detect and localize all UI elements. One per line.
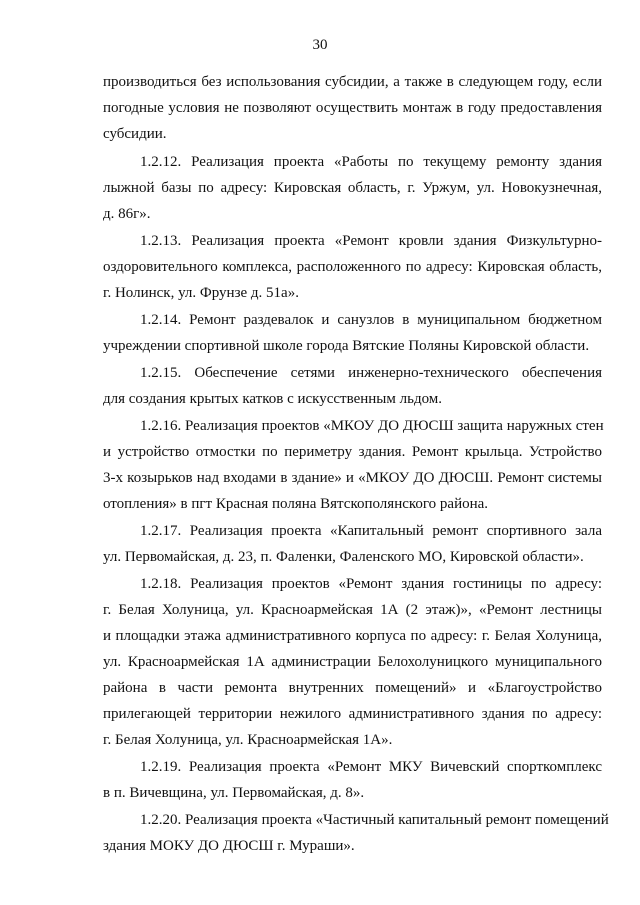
text-line: г. Белая Холуница, ул. Красноармейская 1А». [103, 732, 393, 748]
paragraph-1-2-13-first-line: 1.2.13. Реализация проекта «Ремонт кровли здания Физкультурно- [140, 233, 602, 249]
text-line: для создания крытых катков с искусственным льдом. [103, 391, 443, 407]
text-line: здания МОКУ ДО ДЮСШ г. Мураши». [103, 838, 355, 854]
text-line: района в части ремонта внутренних помещений» и «Благоустройство [103, 680, 602, 696]
text-line: д. 86г». [103, 206, 151, 222]
paragraph-1-2-20-first-line: 1.2.20. Реализация проекта «Частичный капитальный ремонт помещений [140, 812, 609, 828]
paragraph-1-2-14-first-line: 1.2.14. Ремонт раздевалок и санузлов в муниципальном бюджетном [140, 312, 602, 328]
text-line: отопления» в пгт Красная поляна Вятскополянского района. [103, 496, 489, 512]
paragraph-1-2-15-first-line: 1.2.15. Обеспечение сетями инженерно-технического обеспечения [140, 365, 602, 381]
text-line: оздоровительного комплекса, расположенного по адресу: Кировская область, [103, 259, 602, 275]
paragraph-1-2-12-first-line: 1.2.12. Реализация проекта «Работы по текущему ремонту здания [140, 154, 602, 170]
text-line: и площадки этажа административного корпуса по адресу: г. Белая Холуница, [103, 628, 602, 644]
text-line: в п. Вичевщина, ул. Первомайская, д. 8». [103, 785, 365, 801]
text-line: прилегающей территории нежилого административного здания по адресу: [103, 706, 602, 722]
text-line: лыжной базы по адресу: Кировская область, г. Уржум, ул. Новокузнечная, [103, 180, 602, 196]
paragraph-1-2-17-first-line: 1.2.17. Реализация проекта «Капитальный ремонт спортивного зала [140, 523, 602, 539]
text-line: г. Белая Холуница, ул. Красноармейская 1А (2 этаж)», «Ремонт лестницы [103, 602, 602, 618]
paragraph-1-2-16-first-line: 1.2.16. Реализация проектов «МКОУ ДО ДЮСШ защита наружных стен [140, 418, 604, 434]
text-line: субсидии. [103, 126, 167, 142]
text-line: г. Нолинск, ул. Фрунзе д. 51а». [103, 285, 299, 301]
page-number: 30 [312, 37, 328, 53]
text-line: ул. Красноармейская 1А администрации Белохолуницкого муниципального [103, 654, 602, 670]
text-line: 3-х козырьков над входами в здание» и «МКОУ ДО ДЮСШ. Ремонт системы [103, 470, 602, 486]
text-line: погодные условия не позволяют осуществить монтаж в году предоставления [103, 100, 602, 116]
text-line: производиться без использования субсидии, а также в следующем году, если [103, 74, 602, 90]
text-line: ул. Первомайская, д. 23, п. Фаленки, Фаленского МО, Кировской области». [103, 549, 584, 565]
text-line: и устройство отмостки по периметру здания. Ремонт крыльца. Устройство [103, 444, 602, 460]
paragraph-1-2-19-first-line: 1.2.19. Реализация проекта «Ремонт МКУ Вичевский спорткомплекс [140, 759, 602, 775]
paragraph-1-2-18-first-line: 1.2.18. Реализация проектов «Ремонт здания гостиницы по адресу: [140, 576, 602, 592]
text-line: учреждении спортивной школе города Вятские Поляны Кировской области. [103, 338, 590, 354]
